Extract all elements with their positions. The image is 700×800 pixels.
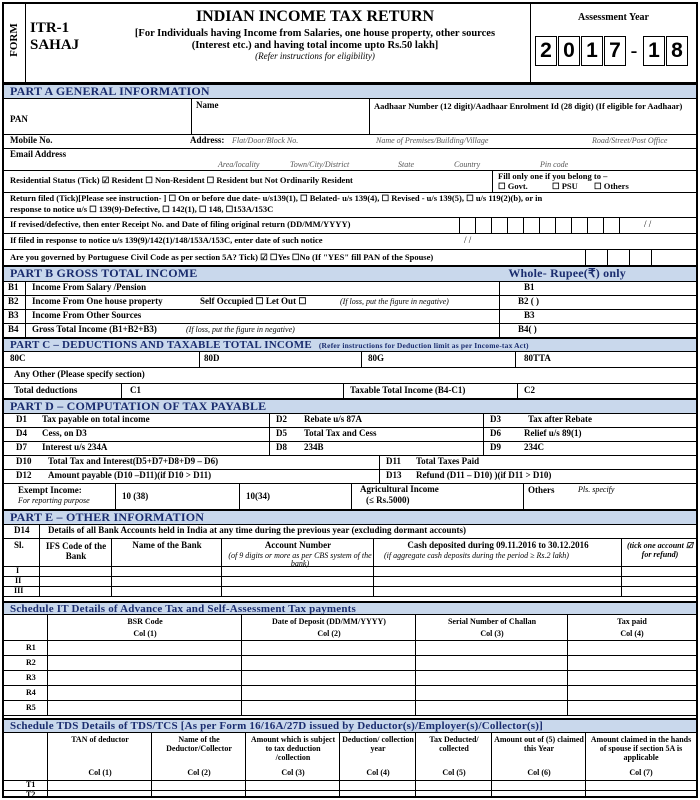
form-subtitle-3: (Refer instructions for eligibility) [255,50,375,61]
d80g-field[interactable] [362,352,516,367]
receipt-box[interactable] [540,218,556,233]
d10-d11-row [4,456,696,470]
aadhaar-label: Aadhaar Number (12 digit)/Aadhaar Enrolment Id (28 digit) (If eligible for Aadhaar) [374,101,683,111]
d14-row [4,525,696,539]
form-header [4,4,696,84]
receipt-box[interactable] [588,218,604,233]
d3-label: Tax after Rebate [528,414,592,424]
cash-deposited-header: Cash deposited during 09.11.2016 to 30.12.2016 [407,540,589,550]
bsr-code-header: BSR Code [127,617,163,626]
tds-col7-label: Col (7) [629,768,653,777]
bank-header-row [4,539,696,567]
bank-row-number: I [16,566,20,575]
pan-field[interactable] [4,99,192,134]
form-word: FORM [7,23,20,57]
b1-ref[interactable]: B1 [524,282,535,292]
spouse-pan-box[interactable] [564,250,586,265]
d7-d9-row [4,442,696,456]
receipt-box[interactable] [556,218,572,233]
revised-label: If revised/defective, then enter Receipt No. and Date of filing original return (DD/MM/YYYY) [10,219,351,229]
receipt-box[interactable] [604,218,620,233]
agricultural-income-label: Agricultural Income [360,484,439,494]
form-title-block [100,8,530,61]
d1-d3-row [4,414,696,428]
d7-label: Interest u/s 234A [42,442,108,452]
row-code: R3 [26,673,36,682]
please-specify-label: Pls. specify [578,485,615,494]
row-code: R1 [26,643,36,652]
psu-checkbox[interactable]: ☐ PSU [552,181,578,191]
d13-code: D13 [386,470,402,480]
b3-label: Income From Other Sources [32,310,142,320]
fill-only-label: Fill only one if you belong to – [498,171,608,181]
mobile-label: Mobile No. [10,135,53,145]
b3-code: B3 [8,310,19,320]
bank-row-number: III [14,586,24,595]
agricultural-limit: (≤ Rs.5000) [366,495,410,505]
col2-label: Col (2) [317,629,341,638]
row-code: R2 [26,658,36,667]
ifs-header: IFS Code of the Bank [45,541,107,561]
part-c-heading [4,338,696,352]
total-deductions-row [4,384,696,399]
d10-label: Total Tax and Interest(D5+D7+D8+D9 – D6) [48,456,219,466]
col1-label: Col (1) [133,629,157,638]
schedule-it-row[interactable] [4,656,696,671]
b2-code: B2 [8,296,19,306]
d80c-label: 80C [10,353,26,363]
addr-road-label: Road/Street/Post Office [592,136,668,145]
pin-label: Pin code [540,160,569,169]
itr-name: SAHAJ [30,37,80,53]
d5-label: Total Tax and Cess [304,428,377,438]
email-label: Email Address [10,149,67,159]
receipt-box[interactable] [492,218,508,233]
mobile-address-row [4,135,696,149]
schedule-it-row[interactable] [4,686,696,701]
row-code: T1 [26,780,36,789]
d9-label: 234C [524,442,544,452]
name-field[interactable] [192,99,370,134]
tds-col6-label: Col (6) [527,768,551,777]
col4-label: Col (4) [620,629,644,638]
account-number-note: (of 9 digits or more as per CBS system of the bank) [228,551,372,568]
receipt-box[interactable] [524,218,540,233]
part-c-note: (Refer instructions for Deduction limit as per Income-tax Act) [318,341,529,350]
b2-note: (If loss, put the figure in negative) [340,297,449,306]
b3-row [4,310,696,324]
row-code: R4 [26,688,36,697]
return-filed-row [4,193,696,218]
schedule-it-title: Schedule IT Details of Advance Tax and Self-Assessment Tax payments [10,603,356,615]
part-d-title: PART D – COMPUTATION OF TAX PAYABLE [10,399,267,413]
tan-header: TAN of deductor [71,735,129,744]
d7-code: D7 [16,442,27,452]
challan-header: Serial Number of Challan [447,617,537,626]
row-code: T2 [26,790,36,798]
d80d-field[interactable] [200,352,362,367]
others-checkbox[interactable]: ☐ Others [594,181,629,191]
tax-deducted-header: Tax Deducted/ collected [429,735,479,753]
form-subtitle-2: (Interest etc.) and having total income upto Rs.50 lakh] [191,39,439,51]
d4-code: D4 [16,428,27,438]
total-deductions-label: Total deductions [14,385,78,395]
bank-row-3[interactable] [4,587,696,597]
schedule-tds-title: Schedule TDS Details of TDS/TCS [As per Form 16/16A/27D issued by Deductor(s)/Employer(s)/Collector(s)] [10,720,544,732]
d2-code: D2 [276,414,287,424]
deduction-sections-row [4,352,696,368]
d80c-field[interactable] [4,352,200,367]
receipt-box[interactable] [444,218,460,233]
schedule-it-row[interactable] [4,701,696,716]
schedule-it-header-row [4,615,696,641]
any-other-row [4,368,696,384]
form-vertical-label [4,4,26,84]
b4-row [4,324,696,338]
c2-field[interactable]: C2 [524,385,535,395]
addr-premises-label: Name of Premises/Building/Village [376,136,489,145]
schedule-it-row[interactable] [4,671,696,686]
b3-ref[interactable]: B3 [524,310,535,320]
d80g-label: 80G [368,353,385,363]
email-area-row [4,149,696,171]
name-label: Name [196,100,219,110]
year-digit: 1 [643,36,665,66]
part-e-heading [4,510,696,525]
portuguese-row [4,250,696,266]
d2-label: Rebate u/s 87A [304,414,362,424]
row-code: R5 [26,703,36,712]
area-label: Area/locality [218,160,260,169]
bank-name-header: Name of the Bank [132,540,202,550]
assessment-year-digits [535,36,689,66]
notice-row [4,234,696,250]
b4-note: (If loss, put the figure in negative) [186,325,295,334]
d1-label: Tax payable on total income [42,414,150,424]
bank-row-number: II [15,576,22,585]
spouse-pan-box[interactable] [630,250,652,265]
account-number-header: Account Number [264,540,332,550]
receipt-box[interactable] [572,218,588,233]
d8-label: 234B [304,442,324,452]
d3-code: D3 [490,414,501,424]
any-other-label[interactable]: Any Other (Please specify section) [14,369,145,379]
d9-code: D9 [490,442,501,452]
part-b-title: PART B GROSS TOTAL INCOME [10,266,198,280]
pan-name-row [4,99,696,135]
govt-checkbox[interactable]: ☐ Govt. [498,181,528,191]
d14-code: D14 [14,525,30,535]
part-a-heading [4,84,696,99]
exempt-income-label: Exempt Income: [18,485,82,495]
notice-date-field[interactable]: / / [464,235,472,245]
b2-label: Income From One house property [32,296,163,306]
bank-row-1[interactable] [4,567,696,577]
town-label: Town/City/District [290,160,350,169]
deductor-name-header: Name of the Deductor/Collector [166,735,232,753]
d1-code: D1 [16,414,27,424]
refund-tick-header: (tick one account ☑ for refund) [626,541,694,559]
d8-code: D8 [276,442,287,452]
form-subtitle-1: [For Individuals having Income from Salaries, one house property, other sources [134,27,496,39]
d6-code: D6 [490,428,501,438]
itr1-form [2,2,698,798]
bank-row-2[interactable] [4,577,696,587]
d5-code: D5 [276,428,287,438]
portuguese-question[interactable]: Are you governed by Portuguese Civil Code as per section 5A? Tick) ☑ ☐Yes ☐No (If "YES" fill PAN of the Spouse) [10,252,434,262]
d12-code: D12 [16,470,32,480]
schedule-tds-row[interactable] [4,791,696,798]
cash-deposited-note: (if aggregate cash deposits during the period ≥ Rs.2 lakh) [384,551,569,560]
schedule-tds-row[interactable] [4,781,696,791]
tds-col1-label: Col (1) [88,768,112,777]
state-label: State [398,160,414,169]
country-label: Country [454,160,481,169]
return-filed-line1[interactable]: Return filed (Tick)[Please see instruction- ] ☐ On or before due date- u/s139(1), ☐ Belated- u/s 139(4), ☐ Revised - u/s 139(5), ☐ u/s 119(2)(b), or in [10,193,543,203]
d11-code: D11 [386,456,402,466]
residential-divider [492,171,493,192]
b1-label: Income From Salary /Pension [32,282,147,292]
receipt-box[interactable] [476,218,492,233]
revised-row [4,218,696,234]
assessment-year-label: Assessment Year [577,12,649,23]
receipt-box[interactable] [508,218,524,233]
b1-row [4,282,696,296]
year-digit: 1 [581,36,603,66]
self-occupied-checkboxes[interactable]: Self Occupied ☐ Let Out ☐ [200,296,307,306]
exempt-income-note: For reporting purpose [18,496,90,505]
exempt-income-row [4,484,696,510]
itr-number: ITR-1 [30,20,70,36]
taxable-income-label: Taxable Total Income (B4-C1) [350,385,466,395]
year-digit: 7 [604,36,626,66]
b4-ref[interactable]: B4( ) [518,324,537,334]
schedule-it-row[interactable] [4,641,696,656]
amount-subject-header: Amount which is subject to tax deduction /collection [250,735,336,762]
tds-col5-label: Col (5) [442,768,466,777]
b4-label: Gross Total Income (B1+B2+B3) [32,324,157,334]
d12-d13-row [4,470,696,484]
d10-code: D10 [16,456,32,466]
amount-claimed-header: Amount out of (5) claimed this Year [494,735,584,753]
year-digit: 2 [535,36,557,66]
spouse-pan-box[interactable] [608,250,630,265]
spouse-claim-header: Amount claimed in the hands of spouse if section 5A is applicable [590,735,692,762]
d6-label: Relief u/s 89(1) [524,428,582,438]
part-e-title: PART E – OTHER INFORMATION [10,510,205,524]
assessment-year-box [530,4,696,84]
tds-col2-label: Col (2) [187,768,211,777]
form-title: INDIAN INCOME TAX RETURN [195,8,435,25]
date-deposit-header: Date of Deposit (DD/MM/YYYY) [272,617,386,626]
part-b-heading [4,266,696,282]
whole-rupee-label: Whole- Rupee(₹) only [508,266,626,280]
pan-label: PAN [10,114,28,124]
d13-label: Refund (D11 – D10) )(if D11 > D10) [416,470,552,480]
spouse-pan-box[interactable] [586,250,608,265]
d14-label: Details of all Bank Accounts held in India at any time during the previous year (excluding dormant accounts) [48,525,466,535]
exempt-10-34[interactable]: 10(34) [246,491,270,501]
d80d-label: 80D [204,353,220,363]
residential-row [4,171,696,193]
tax-paid-header: Tax paid [617,617,647,626]
schedule-tds-heading [4,718,696,733]
schedule-tds-header-row [4,733,696,781]
revised-date-field[interactable]: / / [644,219,652,229]
exempt-10-38[interactable]: 10 (38) [122,491,149,501]
residential-status[interactable]: Residential Status (Tick) ☑ Resident ☐ Non-Resident ☐ Resident but Not Ordinarily Resident [10,175,353,185]
addr-flat-label: Flat/Door/Block No. [232,136,299,145]
receipt-box[interactable] [460,218,476,233]
d12-label: Amount payable (D10 –D11)(if D10 > D11) [48,470,212,480]
sl-header: Sl. [14,540,24,550]
deduction-year-header: Deduction/ collection year [342,735,414,753]
b1-code: B1 [8,282,19,292]
tds-col4-label: Col (4) [366,768,390,777]
b4-code: B4 [8,324,19,334]
schedule-it-heading [4,601,696,615]
form-code [30,20,94,54]
b2-ref[interactable]: B2 ( ) [518,296,539,306]
notice-label: If filed in response to notice u/s 139(9)/142(1)/148/153A/153C, enter date of such notice [10,235,323,245]
year-digit: 0 [558,36,580,66]
b2-row [4,296,696,310]
part-d-heading [4,399,696,414]
address-label: Address: [190,135,225,145]
return-filed-line2[interactable]: response to notice u/s ☐ 139(9)-Defective, ☐ 142(1), ☐ 148, ☐153A/153C [10,204,274,214]
tds-col3-label: Col (3) [281,768,305,777]
year-digit: 8 [666,36,688,66]
c1-field[interactable]: C1 [130,385,141,395]
part-a-title: PART A GENERAL INFORMATION [10,84,210,98]
d80tta-label[interactable]: 80TTA [524,353,551,363]
col3-label: Col (3) [480,629,504,638]
d4-d6-row [4,428,696,442]
year-dash: - [630,40,638,62]
d4-label: Cess, on D3 [42,428,87,438]
d11-label: Total Taxes Paid [416,456,480,466]
others-exempt-label[interactable]: Others [528,485,555,495]
part-c-title: PART C – DEDUCTIONS AND TAXABLE TOTAL INCOME [10,339,312,351]
